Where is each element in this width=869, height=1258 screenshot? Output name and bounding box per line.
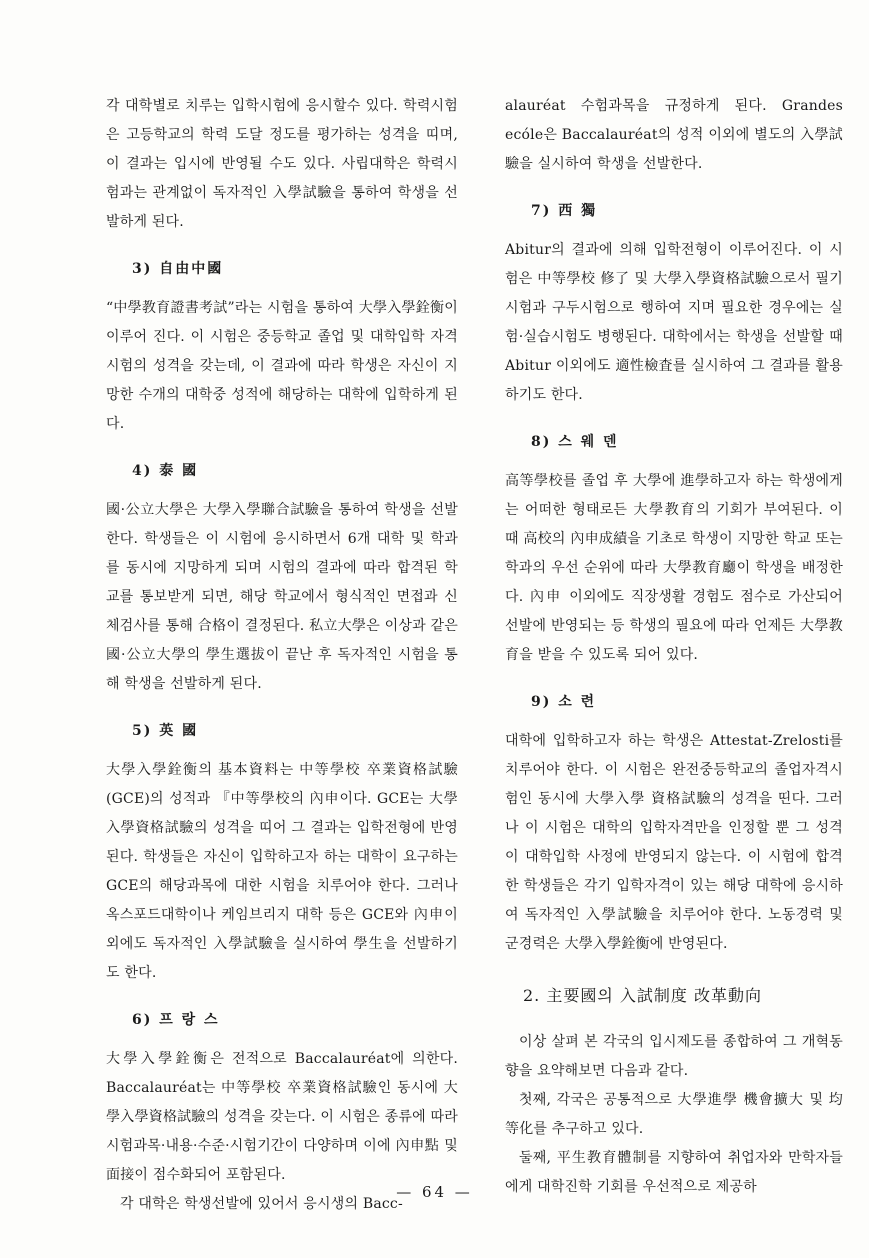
heading-sweden: 8) 스 웨 덴 xyxy=(531,434,619,450)
paragraph-sweden: 高等學校를 졸업 후 大學에 進學하고자 하는 학생에게는 어떠한 형태로든 大學教育의 기회가 부여된다. 이 때 高校의 內申成績을 기초로 학생이 지망한 학교 또는 학과의 우선 순위에 따라 大學教育廳이 학생을 배정한다. 內申 이외에도 직장생활 경험도 점수로 가산되어 선발에 반영되는 등 학생의 필요에 따라 언제든 大學教育을 받을 수 있도록 되어 있다. xyxy=(505,473,843,663)
heading-soviet: 9) 소 련 xyxy=(531,694,597,710)
section-heading-reform-trends: 2. 主要國의 入試制度 改革動向 xyxy=(523,986,762,1005)
heading-west-germany: 7) 西 獨 xyxy=(531,203,598,219)
paragraph-intro-continued: 각 대학별로 치루는 입학시험에 응시할수 있다. 학력시험은 고등학교의 학력 도달 정도를 평가하는 성격을 띠며, 이 결과는 입시에 반영될 수도 있다. 사립대학은 학력시험과는 관계없이 독자적인 入學試驗을 통하여 학생을 선발하게 된다. xyxy=(106,98,458,230)
left-column xyxy=(106,92,458,1219)
paragraph-west-germany: Abitur의 결과에 의해 입학전형이 이루어진다. 이 시험은 中等學校 修了 및 大學入學資格試驗으로서 필기시험과 구두시험으로 행하여 지며 필요한 경우에는 실험·실습시험도 병행된다. 대학에서는 학생을 선발할 때 Abitur 이외에도 適性檢査를 실시하여 그 결과를 활용하기도 한다. xyxy=(505,242,843,403)
paragraph-free-china: “中學教育證書考試”라는 시험을 통하여 大學入學銓衡이 이루어 진다. 이 시험은 중등학교 졸업 및 대학입학 자격시험의 성격을 갖는데, 이 결과에 따라 학생은 자신이 지망한 수개의 대학중 성적에 해당하는 대학에 입학하게 된다. xyxy=(106,300,458,432)
heading-free-china: 3) 自由中國 xyxy=(132,261,224,277)
heading-france: 6) 프 랑 스 xyxy=(132,1012,220,1028)
heading-uk: 5) 英 國 xyxy=(132,723,199,739)
paragraph-france: 大學入學銓衡은 전적으로 Baccalauréat에 의한다. Baccalauréat는 中等學校 卒業資格試驗인 동시에 大學入學資格試驗의 성격을 갖는다. 이 시험은 종류에 따라 시험과목·내용·수준·시험기간이 다양하며 이에 內申點 및 面接이 점수화되어 포함된다. xyxy=(106,1051,458,1183)
heading-thailand: 4) 泰 國 xyxy=(132,463,199,479)
paragraph-france-continued: 각 대학은 학생선발에 있어서 응시생의 Bacc- xyxy=(120,1196,403,1212)
paragraph-summary: 이상 살펴 본 각국의 입시제도를 종합하여 그 개혁동향을 요약해보면 다음과 같다. xyxy=(505,1034,843,1079)
paragraph-soviet: 대학에 입학하고자 하는 학생은 Attestat-Zrelosti를 치루어야 한다. 이 시험은 완전중등학교의 졸업자격시험인 동시에 大學入學 資格試驗의 성격을 띤다. 그러나 이 시험은 대학의 입학자격만을 인정할 뿐 그 성격이 대학입학 사정에 반영되지 않는다. 이 시험에 합격한 학생들은 각기 입학자격이 있는 해당 대학에 응시하여 독자적인 入學試驗을 치루어야 한다. 노동경력 및 군경력은 大學入學銓衡에 반영된다. xyxy=(505,733,843,952)
paragraph-first-point: 첫째, 각국은 공통적으로 大學進學 機會擴大 및 均等化를 추구하고 있다. xyxy=(505,1092,843,1137)
page-number: — 64 — xyxy=(396,1183,473,1201)
paragraph-second-point: 둘째, 平生教育體制를 지향하여 취업자와 만학자들에게 대학진학 기회를 우선적으로 제공하 xyxy=(505,1150,843,1195)
paragraph-france-end: alauréat 수험과목을 규정하게 된다. Grandes ecóle은 Baccalauréat의 성적 이외에 별도의 入學試驗을 실시하여 학생을 선발한다. xyxy=(505,98,843,172)
paragraph-thailand: 國·公立大學은 大學入學聯合試驗을 통하여 학생을 선발한다. 학생들은 이 시험에 응시하면서 6개 대학 및 학과를 동시에 지망하게 되며 시험의 결과에 따라 합격된 학교를 통보받게 되면, 해당 학교에서 형식적인 면접과 신체검사를 통해 合格이 결정된다. 私立大學은 이상과 같은 國·公立大學의 學生選拔이 끝난 후 독자적인 시험을 통해 학생을 선발하게 된다. xyxy=(106,502,458,692)
paragraph-uk: 大學入學銓衡의 基本資料는 中等學校 卒業資格試驗(GCE)의 성적과 『中等學校의 內申이다. GCE는 大學入學資格試驗의 성격을 띠어 그 결과는 입학전형에 반영된다. 학생들은 자신이 입학하고자 하는 대학이 요구하는 GCE의 해당과목에 대한 시험을 치루어야 한다. 그러나 옥스포드대학이나 케임브리지 대학 등은 GCE와 內申이외에도 독자적인 入學試驗을 실시하여 學生을 선발하기도 한다. xyxy=(106,762,458,981)
right-column xyxy=(505,92,843,1202)
